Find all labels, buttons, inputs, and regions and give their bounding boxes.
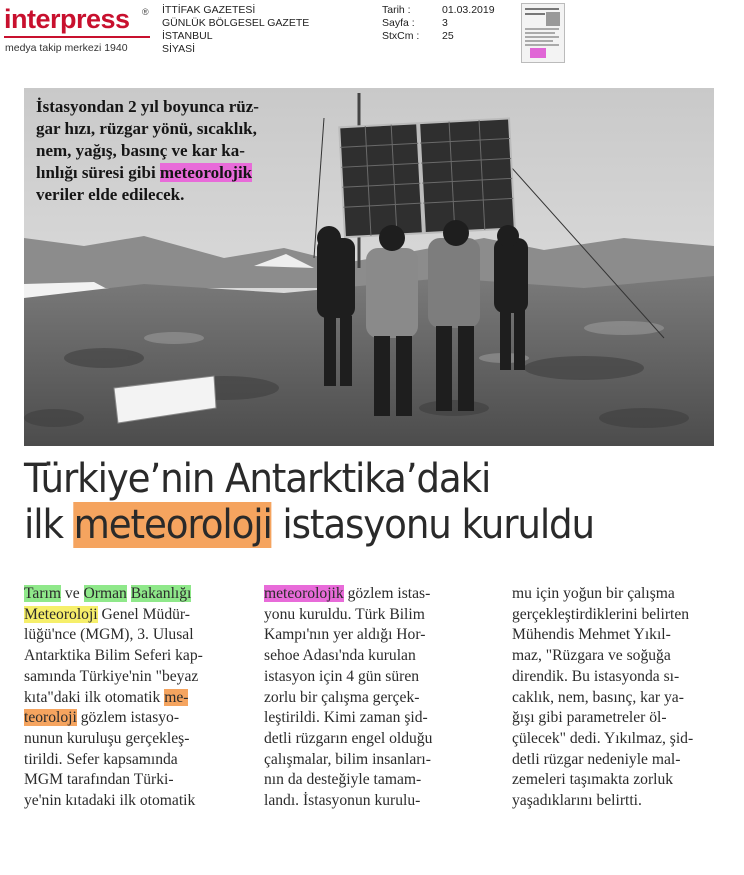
text-fragment: ve (61, 585, 84, 602)
text-line: detli rüzgar nedeniyle mal- (512, 750, 681, 768)
logo-registered-mark: ® (142, 7, 149, 17)
article-column-1 (24, 584, 248, 812)
caption-line-2: gar hızı, rüzgar yönü, sıcaklık, (36, 119, 257, 138)
logo-subtitle: medya takip merkezi 1940 (5, 42, 128, 54)
page-row (382, 17, 495, 30)
text-line: ye'nin kıtadaki ilk otomatik (24, 792, 196, 810)
highlight-meteoroloji: Meteoroloji (24, 605, 98, 623)
text-line: sehoe Adası'nda kurulan (264, 647, 416, 665)
headline-highlight: meteoroloji (73, 502, 272, 548)
text-line: caklık, nem, basınç, kar ya- (512, 688, 684, 706)
text-line: samında Türkiye'nin "beyaz (24, 667, 199, 685)
text-line: zorlu bir çalışma gerçek- (264, 688, 420, 706)
caption-highlight: meteorolojik (159, 163, 253, 182)
highlight-me: me- (164, 688, 189, 706)
text-line: istasyon için 4 gün süren (264, 667, 420, 685)
text-line: leştirildi. Kimi zaman şid- (264, 709, 428, 727)
text-line (264, 584, 490, 605)
text-fragment: gözlem istas- (343, 585, 431, 602)
headline-line-1: Türkiye’nin Antarktika’daki (24, 456, 491, 502)
publication-name: İTTİFAK GAZETESİ (162, 4, 256, 16)
article-column-3 (512, 584, 717, 812)
highlight-bakanligi: Bakanlığı (130, 585, 192, 602)
highlight-meteorolojik: meteorolojik (264, 585, 344, 602)
size-row (382, 30, 495, 43)
date-value: 01.03.2019 (442, 4, 495, 16)
thumbnail-clip-highlight (530, 48, 546, 58)
page-thumbnail[interactable] (521, 3, 565, 63)
text-line: yonu kuruldu. Türk Bilim (264, 605, 425, 623)
publication-info (162, 4, 309, 56)
text-fragment: Genel Müdür- (97, 605, 190, 623)
text-line: maz, "Rüzgara ve soğuğa (512, 647, 671, 665)
text-line: yaşadıklarını belirtti. (512, 792, 642, 810)
text-line: Kampı'nın yer aldığı Hor- (264, 626, 426, 644)
text-line: gerçekleştirdiklerini belirten (512, 605, 690, 623)
page-value: 3 (442, 17, 448, 29)
text-fragment: gözlem istasyo- (76, 709, 180, 727)
publication-city: İSTANBUL (162, 30, 213, 42)
article-headline (24, 456, 675, 548)
caption-line-3: nem, yağış, basınç ve kar ka- (36, 141, 245, 160)
logo-wordmark: interpress (4, 4, 130, 34)
headline-line-2-end: istasyonu kuruldu (271, 502, 595, 548)
photo-caption (36, 96, 336, 206)
text-line: çülecek" dedi. Yıkılmaz, şid- (512, 729, 694, 747)
text-line (24, 605, 248, 626)
highlight-tarim: Tarım (24, 585, 62, 602)
highlight-orman: Orman (83, 585, 127, 602)
text-line: Antarktika Bilim Seferi kap- (24, 647, 203, 665)
date-label: Tarih : (382, 4, 411, 16)
headline-line-2-start: ilk (24, 502, 74, 548)
page-label: Sayfa : (382, 17, 415, 29)
text-line: Mühendis Mehmet Yıkıl- (512, 626, 671, 644)
caption-line-1: İstasyondan 2 yıl boyunca rüz- (36, 97, 259, 116)
text-fragment: kıta"daki ilk otomatik (24, 688, 165, 706)
text-line (24, 688, 248, 709)
highlight-teoroloji: teoroloji (24, 709, 77, 727)
text-line: landı. İstasyonun kurulu- (264, 792, 421, 810)
text-line (24, 584, 248, 605)
clipping-details (382, 4, 495, 43)
text-line: MGM tarafından Türki- (24, 771, 174, 789)
date-row (382, 4, 495, 17)
publication-category: SİYASİ (162, 43, 196, 55)
publication-type: GÜNLÜK BÖLGESEL GAZETE (162, 17, 310, 29)
text-line: nunun kuruluşu gerçekleş- (24, 729, 190, 747)
text-line: direndik. Bu istasyonda sı- (512, 667, 680, 685)
text-line: zemeleri taşımakta zorluk (512, 771, 674, 789)
text-line: çalışmalar, bilim insanları- (264, 750, 431, 768)
interpress-logo (4, 4, 154, 60)
size-value: 25 (442, 30, 454, 42)
headline-line-2 (24, 502, 675, 548)
size-label: StxCm : (382, 30, 420, 42)
text-line: nın da desteğiyle tamam- (264, 771, 422, 789)
text-line: mu için yoğun bir çalışma (512, 585, 675, 602)
text-line: tirildi. Sefer kapsamında (24, 750, 178, 768)
text-line (24, 708, 248, 729)
caption-line-5: veriler elde edilecek. (36, 185, 185, 204)
text-line: lüğü'nce (MGM), 3. Ulusal (24, 626, 194, 644)
text-line: ğışı gibi parametreler öl- (512, 709, 667, 727)
logo-divider (4, 36, 150, 38)
article-column-2 (264, 584, 490, 812)
caption-line-4: lınlığı süresi gibi (36, 163, 160, 182)
text-line: detli rüzgarın engel olduğu (264, 729, 433, 747)
